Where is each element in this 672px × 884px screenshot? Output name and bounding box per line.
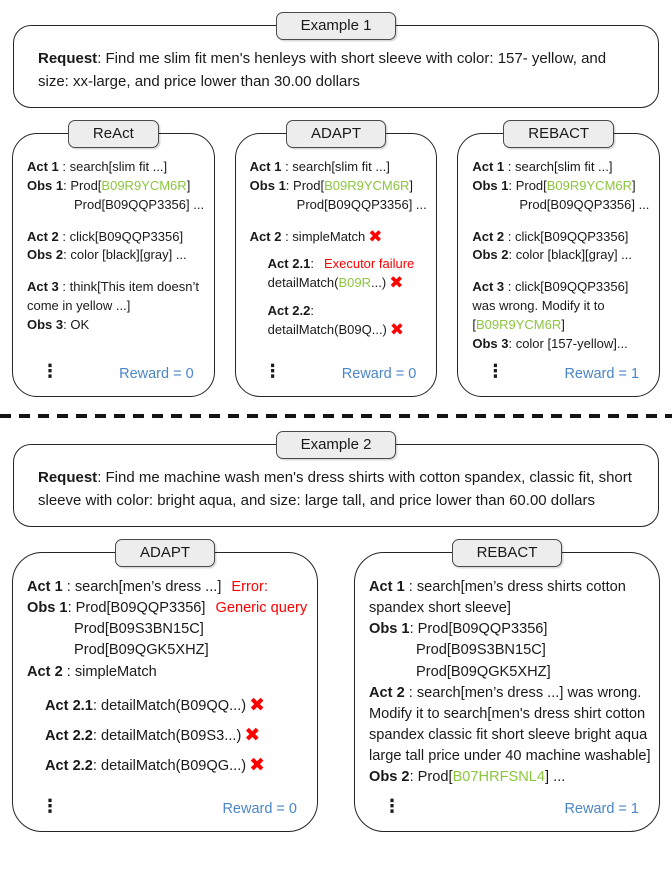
trace-line	[27, 696, 309, 717]
trace	[27, 577, 309, 777]
text-span: Act 2	[249, 228, 286, 244]
text-span: Act 1	[472, 159, 508, 174]
vertical-ellipsis-icon: ⋮	[263, 361, 282, 381]
product-id-text: B09R9YCM6R	[324, 177, 410, 193]
trace-line	[369, 683, 651, 768]
text-span: : search[men’s dress ...]	[66, 579, 222, 595]
text-span: : Prod[B09QQP3356]	[67, 600, 206, 617]
text-span: Prod[B09S3BN15C]	[74, 621, 204, 638]
reward-label: Reward = 0	[222, 801, 297, 817]
text-span: Act 2.2	[45, 727, 93, 744]
agent-card-title: REBACT	[452, 539, 563, 567]
text-span: : click[B09QQP3356] was wrong. Modify it to [	[472, 279, 629, 332]
text-span: ...)	[371, 275, 387, 291]
text-span: : search[men’s dress ...] was wrong. Modify it to search[men's dress shirt cotton spandex classic fit short sleeve bright aqua large tall price under 40 machine washable]	[369, 684, 651, 765]
text-span: Act 2	[472, 228, 508, 244]
agent-card-react	[12, 120, 215, 397]
text-span: : Prod[B09QQP3356]	[409, 621, 548, 638]
reward-label: Reward = 1	[564, 366, 640, 382]
trace-line	[472, 278, 651, 335]
text-span: : simpleMatch	[66, 663, 157, 680]
trace-line	[27, 662, 309, 683]
text-span: Obs 3	[27, 316, 64, 332]
text-span: : OK	[63, 316, 90, 332]
trace-line	[369, 662, 651, 683]
text-span: Prod[B09QQP3356] ...	[296, 196, 427, 212]
text-span: : click[B09QQP3356]	[62, 228, 184, 244]
text-span: Act 2.2	[267, 303, 311, 319]
card-footer	[472, 355, 651, 384]
agent-card-adapt	[12, 539, 318, 832]
trace-line	[27, 577, 309, 598]
example-1-cards-row	[12, 120, 660, 397]
agent-card-adapt	[235, 120, 438, 397]
trace-line	[27, 598, 309, 619]
trace-line	[250, 255, 429, 274]
trace-line	[27, 316, 206, 335]
text-span: : simpleMatch	[285, 228, 366, 244]
agent-card-rebact	[354, 539, 660, 832]
text-span: : color [black][gray] ...	[508, 247, 633, 263]
text-span: : click[B09QQP3356]	[507, 228, 629, 244]
text-span: Obs 1	[27, 177, 64, 193]
example-2-cards-row	[12, 539, 660, 832]
card-footer	[369, 790, 651, 819]
text-span: : detailMatch(B09QQ...)	[92, 697, 247, 714]
text-span: Obs 2	[27, 247, 64, 263]
agent-card-title: ADAPT	[115, 539, 215, 567]
text-span: ]	[409, 177, 413, 193]
text-span: Prod[B09QGK5XHZ]	[416, 663, 551, 680]
text-span: : search[slim fit ...]	[507, 159, 613, 174]
agent-card-panel	[354, 552, 660, 832]
agent-card-title: ReAct	[68, 120, 159, 148]
dashed-divider	[0, 414, 672, 418]
trace-line	[369, 577, 651, 619]
text-span: : Find me machine wash men's dress shirts with cotton spandex, classic fit, short sleeve with color: bright aqua, and size: large tall, and price lower than 60.00 dollars	[38, 469, 632, 509]
text-span: Obs 3	[472, 335, 509, 351]
trace-line	[27, 619, 309, 640]
text-span: Obs 1	[472, 177, 509, 193]
text-span: Prod[B09S3BN15C]	[416, 642, 546, 659]
example-2-request-text	[38, 469, 632, 509]
example-2-section	[0, 431, 672, 832]
text-span: Prod[B09QQP3356] ...	[519, 196, 650, 212]
text-span: Obs 1	[369, 621, 410, 638]
text-span: : search[slim fit ...]	[62, 159, 168, 174]
text-span: Obs 1	[27, 600, 68, 617]
text-span: ] ...	[545, 769, 566, 786]
trace-line	[472, 228, 651, 247]
text-span: : detailMatch(B09QG...)	[92, 758, 247, 775]
trace	[472, 158, 651, 354]
red-x-icon: ✖	[249, 694, 266, 716]
text-span: Request	[38, 50, 98, 67]
trace-line	[369, 640, 651, 661]
text-span: : think[This item doesn’t come in yellow ...]	[27, 279, 199, 314]
example-1-badge: Example 1	[276, 12, 397, 40]
text-span: Act 1	[27, 579, 67, 595]
reward-label: Reward = 1	[564, 801, 639, 817]
trace-line	[27, 177, 206, 196]
text-span: Act 2.1	[45, 697, 93, 714]
text-span: : Prod[	[409, 769, 453, 786]
trace	[369, 577, 651, 789]
text-span: Obs 2	[472, 247, 509, 263]
text-span: Act 1	[249, 159, 286, 174]
trace-line	[369, 767, 651, 788]
text-span: Act 1	[27, 159, 63, 174]
text-span: ]	[186, 177, 191, 193]
red-x-icon: ✖	[244, 724, 261, 746]
trace-line	[250, 274, 429, 293]
reward-label: Reward = 0	[119, 366, 194, 382]
trace-line	[27, 196, 206, 215]
text-span: Act 2.2	[45, 758, 93, 775]
example-1-badge-row	[0, 12, 672, 34]
trace-line	[369, 619, 651, 640]
text-span: : detailMatch(B09S3...)	[92, 727, 242, 744]
vertical-ellipsis-icon: ⋮	[486, 361, 505, 381]
text-span: : color [157-yellow]...	[508, 335, 628, 351]
red-x-icon: ✖	[249, 755, 266, 777]
text-span: detailMatch(	[267, 275, 339, 291]
text-span: : search[men’s dress shirts cotton spandex short sleeve]	[369, 579, 626, 617]
vertical-ellipsis-icon: ⋮	[41, 361, 59, 381]
trace-line	[250, 177, 429, 196]
trace-line	[27, 246, 206, 265]
error-text: Generic query	[215, 600, 308, 617]
text-span: Obs 1	[249, 177, 286, 193]
text-span: ]	[632, 177, 636, 193]
trace-line	[27, 726, 309, 747]
trace-line	[27, 278, 206, 316]
agent-card-panel	[235, 133, 438, 397]
agent-card-panel	[457, 133, 660, 397]
agent-card-title: ADAPT	[286, 120, 386, 148]
product-id-text: B09R	[338, 275, 372, 291]
trace-line	[472, 335, 651, 354]
text-span: :	[310, 256, 314, 272]
card-footer	[250, 355, 429, 384]
text-span: : color [black][gray] ...	[63, 247, 187, 263]
red-x-icon: ✖	[389, 319, 405, 339]
example-2-badge-row	[0, 431, 672, 453]
text-span: : Find me slim fit men's henleys with short sleeve with color: 157- yellow, and size: xx-large, and price lower than 30.00 dollars	[38, 50, 607, 90]
vertical-ellipsis-icon: ⋮	[383, 796, 401, 816]
example-1-request-text	[38, 50, 606, 90]
example-1-section	[0, 12, 672, 397]
text-span: :	[310, 303, 314, 319]
trace-line	[250, 302, 429, 321]
text-span: : Prod[	[508, 177, 547, 193]
text-span: Request	[38, 469, 98, 486]
text-span: : Prod[	[63, 177, 102, 193]
trace-line	[250, 321, 429, 340]
red-x-icon: ✖	[389, 273, 404, 293]
text-span: Act 2.1	[267, 256, 311, 272]
trace-line	[472, 196, 651, 215]
product-id-text: B09R9YCM6R	[475, 316, 562, 332]
trace-line	[472, 246, 651, 265]
vertical-ellipsis-icon: ⋮	[41, 796, 59, 816]
trace-line	[27, 640, 309, 661]
text-span: Prod[B09QQP3356] ...	[74, 196, 205, 212]
agent-card-title: REBACT	[503, 120, 614, 148]
text-span: Act 2	[27, 228, 63, 244]
agent-card-panel	[12, 552, 318, 832]
trace-line	[250, 158, 429, 177]
error-text: Error:	[231, 579, 268, 595]
text-span: Act 3	[27, 279, 63, 295]
trace-line	[27, 756, 309, 777]
product-id-text: B09R9YCM6R	[101, 177, 187, 193]
text-span: Act 2	[27, 663, 67, 680]
text-span: Act 3	[472, 279, 508, 295]
trace-line	[27, 158, 206, 177]
text-span: : Prod[	[285, 177, 325, 193]
card-footer	[27, 790, 309, 819]
text-span: Act 2	[369, 684, 409, 701]
text-span: ]	[561, 316, 565, 332]
trace-line	[472, 177, 651, 196]
text-span: detailMatch(B09Q...)	[267, 321, 387, 337]
trace	[250, 158, 429, 340]
example-2-badge: Example 2	[276, 431, 397, 459]
text-span: : search[slim fit ...]	[285, 159, 390, 174]
text-span: Prod[B09QGK5XHZ]	[74, 642, 209, 659]
error-text: Executor failure	[323, 256, 415, 272]
trace-line	[250, 228, 429, 247]
red-x-icon: ✖	[368, 226, 383, 246]
trace	[27, 158, 206, 335]
card-footer	[27, 355, 206, 384]
product-id-text: B07HRFSNL4	[452, 769, 546, 786]
agent-card-panel	[12, 133, 215, 397]
trace-line	[27, 228, 206, 247]
product-id-text: B09R9YCM6R	[546, 177, 633, 193]
reward-label: Reward = 0	[341, 366, 417, 382]
trace-line	[472, 158, 651, 177]
trace-line	[250, 196, 429, 215]
text-span: Obs 2	[369, 769, 410, 786]
text-span: Act 1	[369, 579, 409, 595]
agent-card-rebact	[457, 120, 660, 397]
